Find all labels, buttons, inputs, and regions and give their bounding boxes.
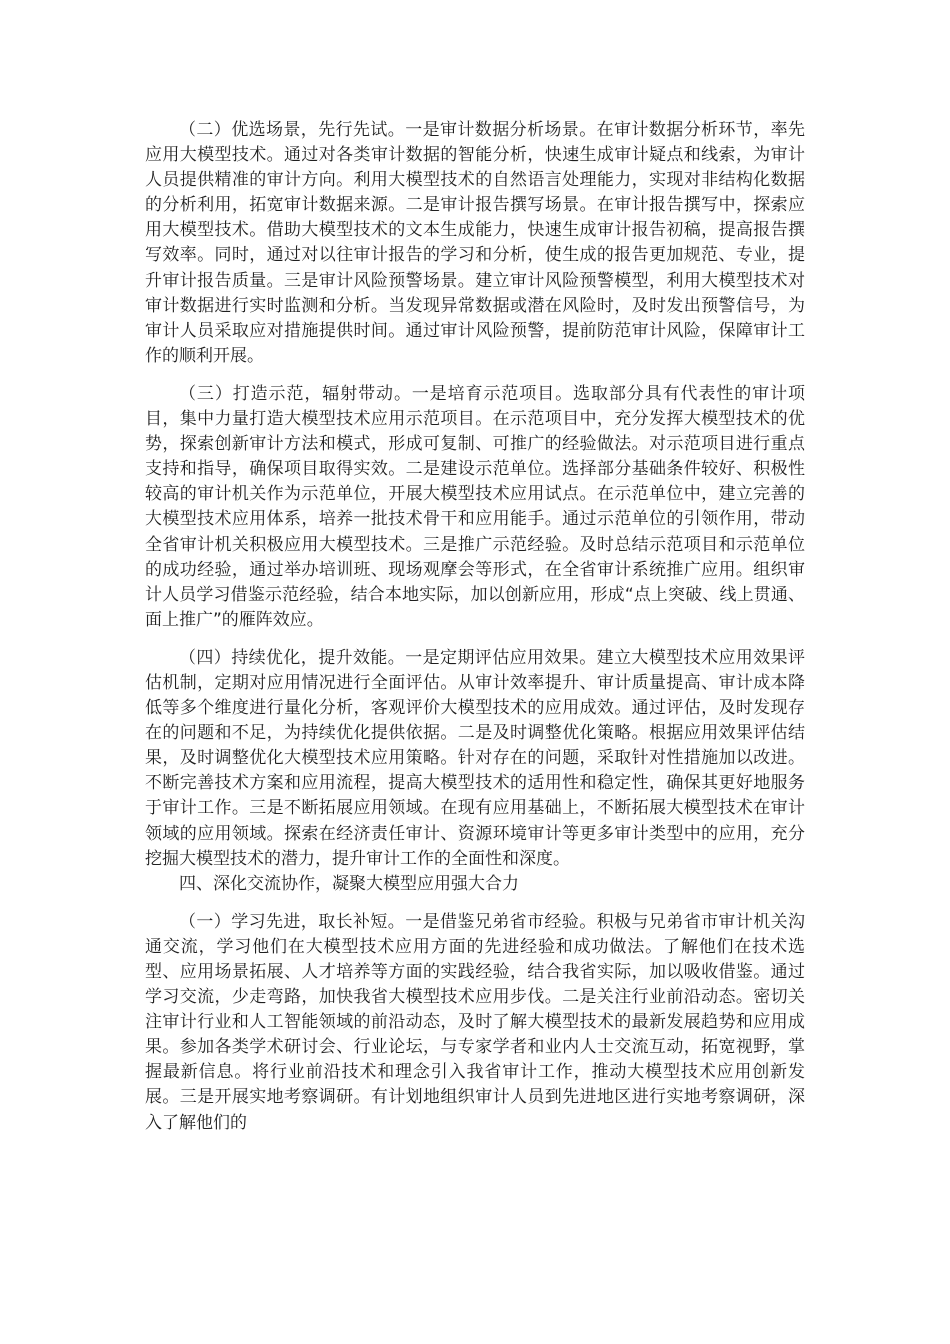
document-body xyxy=(145,118,805,1136)
paragraph-continuous-optimization: （四）持续优化，提升效能。一是定期评估应用效果。建立大模型技术应用效果评估机制，定期对应用情况进行全面评估。从审计效率提升、审计质量提高、审计成本降低等多个维度进行量化分析，客观评价大模型技术的应用成效。通过评估，及时发现存在的问题和不足，为持续优化提供依据。二是及时调整优化策略。根据应用效果评估结果，及时调整优化大模型技术应用策略。针对存在的问题，采取针对性措施加以改进。不断完善技术方案和应用流程，提高大模型技术的适用性和稳定性，确保其更好地服务于审计工作。三是不断拓展应用领域。在现有应用基础上，不断拓展大模型技术在审计领域的应用领域。探索在经济责任审计、资源环境审计等更多审计类型中的应用，充分挖掘大模型技术的潜力，提升审计工作的全面性和深度。 xyxy=(145,647,805,869)
paragraph-learn-from-advanced: （一）学习先进，取长补短。一是借鉴兄弟省市经验。积极与兄弟省市审计机关沟通交流，学习他们在大模型技术应用方面的先进经验和成功做法。了解他们在技术选型、应用场景拓展、人才培养等方面的实践经验，结合我省实际，加以吸收借鉴。通过学习交流，少走弯路，加快我省大模型技术应用步伐。二是关注行业前沿动态。密切关注审计行业和人工智能领域的前沿动态，及时了解大模型技术的最新发展趋势和应用成果。参加各类学术研讨会、行业论坛，与专家学者和业内人士交流互动，拓宽视野，掌握最新信息。将行业前沿技术和理念引入我省审计工作，推动大模型技术应用创新发展。三是开展实地考察调研。有计划地组织审计人员到先进地区进行实地考察调研，深入了解他们的 xyxy=(145,911,805,1133)
paragraph-optimize-scenarios: （二）优选场景，先行先试。一是审计数据分析场景。在审计数据分析环节，率先应用大模型技术。通过对各类审计数据的智能分析，快速生成审计疑点和线索，为审计人员提供精准的审计方向。利用大模型技术的自然语言处理能力，实现对非结构化数据的分析利用，拓宽审计数据来源。二是审计报告撰写场景。在审计报告撰写中，探索应用大模型技术。借助大模型技术的文本生成能力，快速生成审计报告初稿，提高报告撰写效率。同时，通过对以往审计报告的学习和分析，使生成的报告更加规范、专业，提升审计报告质量。三是审计风险预警场景。建立审计风险预警模型，利用大模型技术对审计数据进行实时监测和分析。当发现异常数据或潜在风险时，及时发出预警信号，为审计人员采取应对措施提供时间。通过审计风险预警，提前防范审计风险，保障审计工作的顺利开展。 xyxy=(145,120,805,366)
section-heading: 四、深化交流协作，凝聚大模型应用强大合力 xyxy=(179,873,519,894)
paragraph-build-demonstration: （三）打造示范，辐射带动。一是培育示范项目。选取部分具有代表性的审计项目，集中力量打造大模型技术应用示范项目。在示范项目中，充分发挥大模型技术的优势，探索创新审计方法和模式，形成可复制、可推广的经验做法。对示范项目进行重点支持和指导，确保项目取得实效。二是建设示范单位。选择部分基础条件较好、积极性较高的审计机关作为示范单位，开展大模型技术应用试点。在示范单位中，建立完善的大模型技术应用体系，培养一批技术骨干和应用能手。通过示范单位的引领作用，带动全省审计机关积极应用大模型技术。三是推广示范经验。及时总结示范项目和示范单位的成功经验，通过举办培训班、现场观摩会等形式，在全省审计系统推广应用。组织审计人员学习借鉴示范经验，结合本地实际，加以创新应用，形成“点上突破、线上贯通、面上推广”的雁阵效应。 xyxy=(145,383,805,630)
